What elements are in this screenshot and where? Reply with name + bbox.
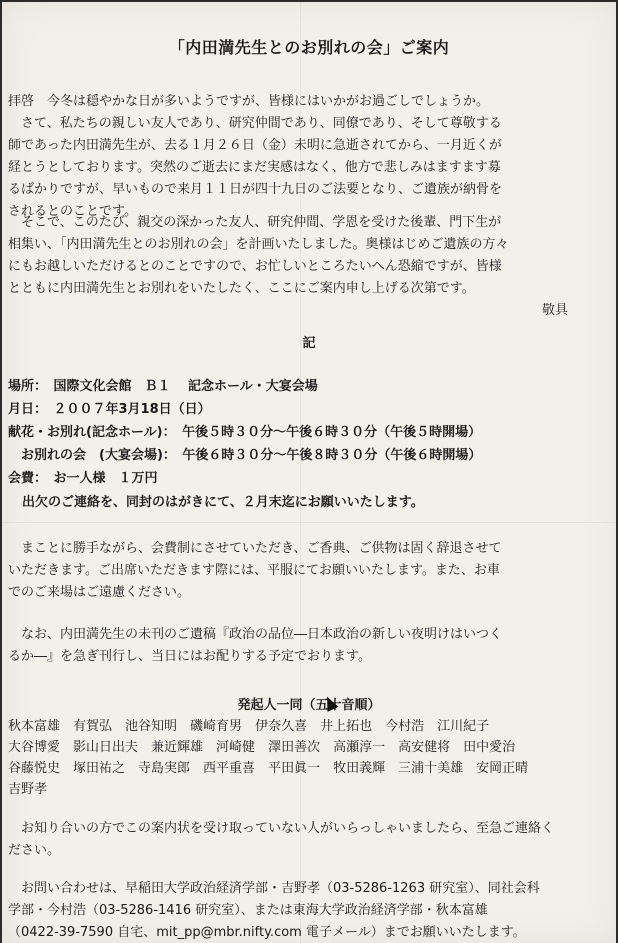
body-line: 拝啓 今冬は穏やかな日が多いようですが、皆様にはいかがお過ごしでしょうか。 [8,94,490,109]
fold-crease-horizontal [2,522,616,523]
publication-paragraph [8,624,608,668]
organizer-name: 伊奈久喜 [255,719,308,734]
body-line: でのご来場はご遠慮ください。 [8,585,191,600]
event-row-date [8,398,608,421]
body-line: にもお越しいただけるとのことですので、お忙しいところたいへん恐縮ですが、皆様 [8,259,502,274]
organizer-name: 谷藤悦史 [8,761,61,776]
body-line: そこで、このたび、親交の深かった友人、研究仲間、学恩を受けた後輩、門下生が [8,215,502,230]
organizer-name: 江川紀子 [437,719,490,734]
event-label: 会費： [8,471,54,486]
organizer-name: 有賀弘 [73,719,113,734]
event-row-farewell [8,444,608,467]
event-value: 午後６時３０分～午後８時３０分（午後６時開場） [182,448,482,463]
organizer-name: 池谷知明 [125,719,178,734]
event-label: お別れの会 (大宴会場)： [8,448,183,463]
body-line: るばかりですが、早いもので来月１１日が四十九日のご法要となり、ご遺族が納骨を [8,182,503,197]
rsvp-line: 出欠のご連絡を、同封のはがきにて、２月末迄にお願いいたします。 [22,495,424,510]
organizer-name: 田中愛治 [463,740,516,755]
organizer-name: 牧田義輝 [333,761,386,776]
closing-keigu: 敬具 [541,303,568,318]
body-line: 師であった内田満先生が、去る１月２６日（金）未明に急逝されてから、一月近くが [8,138,502,153]
organizer-name: 秋本富雄 [8,719,61,734]
organizer-name: 兼近輝雄 [151,740,204,755]
body-line: さて、私たちの親しい友人であり、研究仲間であり、同僚であり、そして尊敬する [8,116,502,131]
organizers-row [8,758,608,779]
body-line: いただきます。ご出席いただきます際には、平服にてお願いいたします。また、お車 [8,563,500,578]
event-details [8,375,608,490]
organizer-name: 西平重喜 [203,761,256,776]
event-value: ２００７年3月18日（日） [53,402,211,417]
body-line: （0422-39-7590 自宅、mit_pp@mbr.nifty.com 電子メール）までお願いいたします。 [8,925,526,940]
organizer-name: 塚田祐之 [73,761,126,776]
organizer-name: 澤田善次 [268,740,321,755]
event-value: 午後５時３０分～午後６時３０分（午後５時開場） [182,425,482,440]
event-value: 国際文化会館 Ｂ１ 記念ホール・大宴会場 [53,379,318,394]
organizer-name: 井上拓也 [320,719,373,734]
organizer-name: 三浦十美雄 [398,761,464,776]
organizer-name: 寺島実郎 [138,761,191,776]
contact-paragraph [8,878,608,943]
invitation-paragraph [8,212,608,322]
body-line: 相集い、「内田満先生とのお別れの会」を計画いたしました。奥様はじめご遺族の方々 [8,237,509,252]
organizer-name: 高安健将 [398,740,451,755]
event-label: 場所： [8,379,54,394]
body-line: まことに勝手ながら、会費制にさせていただき、ご香典、ご供物は固く辞退させて [8,541,502,556]
organizers-row [8,737,608,758]
organizer-name: 磯崎育男 [190,719,243,734]
organizers-list [8,716,608,800]
body-line: るか―』を急ぎ刊行し、当日にはお配りする予定でおります。 [8,649,371,664]
notify-paragraph [8,818,608,862]
organizer-name: 安岡正晴 [476,761,529,776]
letter-page [2,2,616,943]
body-line: ださい。 [8,843,61,858]
organizers-row [8,716,608,737]
intro-paragraph [8,91,608,223]
organizer-name: 大谷博愛 [8,740,61,755]
organizer-name: 河崎健 [216,740,256,755]
organizer-name: 影山日出夫 [73,740,139,755]
rsvp-section [8,492,608,514]
body-line: 経とうとしております。突然のご逝去にまだ実感はなく、他方で悲しみはますます募 [8,160,501,175]
body-line: されるとのことです。 [8,204,137,219]
organizers-row [8,779,608,800]
event-row-venue [8,375,608,398]
organizer-name: 吉野孝 [8,782,48,797]
notice-paragraph [8,538,608,604]
body-line: お問い合わせは、早稲田大学政治経済学部・吉野孝（03-5286-1263 研究室）、同社会科 [8,881,540,896]
event-label: 献花・お別れ(記念ホール)： [8,425,183,440]
document-title: 「内田満先生とのお別れの会」ご案内 [168,38,450,57]
organizer-name: 高瀬淳一 [333,740,386,755]
body-line: お知り合いの方でこの案内状を受け取っていない人がいらっしゃいましたら、至急ご連絡く [8,821,555,836]
event-value: お一人様 １万円 [53,471,158,486]
organizer-name: 今村浩 [385,719,425,734]
event-label: 月日： [8,402,54,417]
body-line: なお、内田満先生の未刊のご遺稿『政治の品位―日本政治の新しい夜明けはいつく [8,627,503,642]
body-line: とともに内田満先生とお別れをいたしたく、ここにご案内申し上げる次第です。 [8,281,475,296]
organizer-name: 平田眞一 [268,761,321,776]
event-row-fee [8,467,608,490]
event-row-flowers [8,421,608,444]
organizers-title: 発起人一同（五十音順） [237,698,381,713]
ki-heading: 記 [302,336,316,351]
body-line: 学部・今村浩（03-5286-1416 研究室）、または東海大学政治経済学部・秋本富雄 [8,903,488,918]
